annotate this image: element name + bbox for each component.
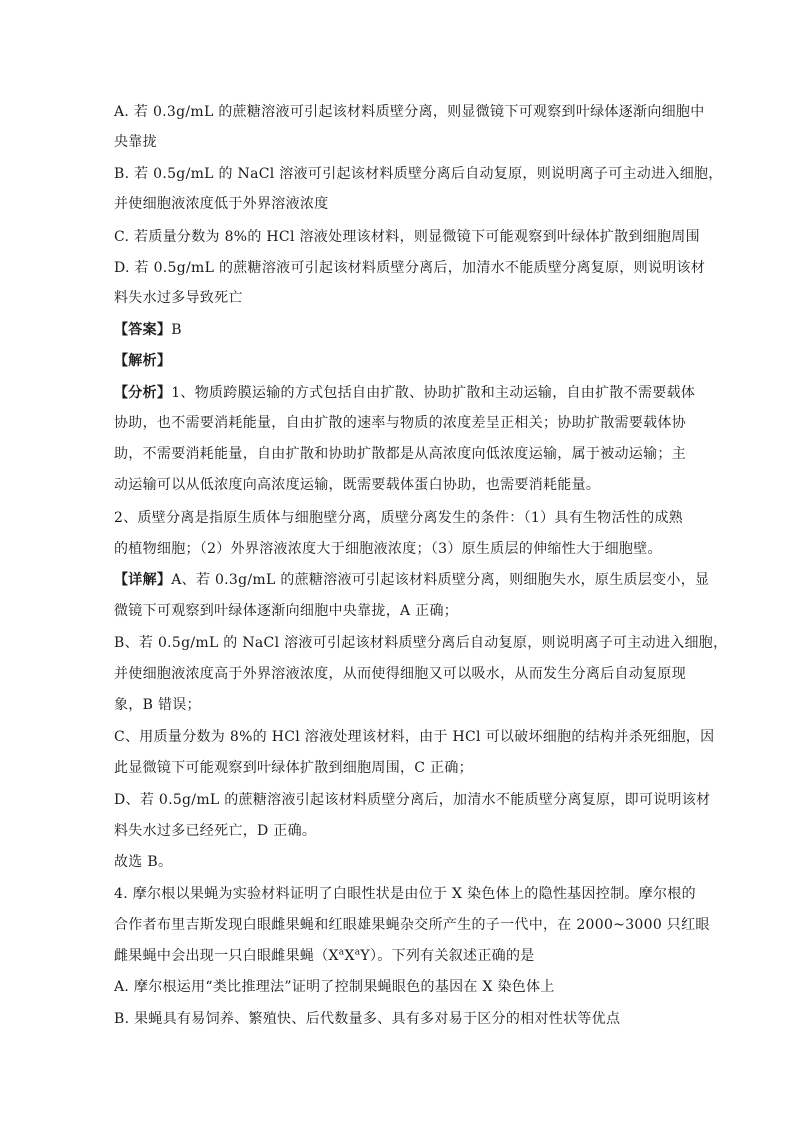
xiangjie-b-line-1: B、若 0.5g/mL 的 NaCl 溶液可引起该材料质壁分离后自动复原，则说明离子可主动进入细胞， xyxy=(114,635,728,651)
option-a-line-2: 央靠拢 xyxy=(114,134,157,150)
fenxi-line-3: 助，不需要消耗能量，自由扩散和协助扩散都是从高浓度向低浓度运输，属于被动运输；主 xyxy=(114,446,686,462)
genotype-sup-2: a xyxy=(354,947,361,958)
conclusion-line: 故选 B。 xyxy=(114,854,173,870)
xiangjie-a-text-1: A、若 0.3g/mL 的蔗糖溶液可引起该材料质壁分离，则细胞失水，原生质层变小，显 xyxy=(171,572,710,588)
q4-option-a: A. 摩尔根运用“类比推理法”证明了控制果蝇眼色的基因在 X 染色体上 xyxy=(114,979,555,995)
point2-line-1: 2、质壁分离是指原生质体与细胞壁分离，质壁分离发生的条件：（1）具有生物活性的成熟 xyxy=(114,510,684,526)
analysis-heading xyxy=(114,351,171,371)
xiangjie-d-line-1: D、若 0.5g/mL 的蔗糖溶液引起该材料质壁分离后，加清水不能质壁分离复原，即可说明该材 xyxy=(114,792,711,808)
genotype-mid: X xyxy=(344,948,355,964)
q4-stem-line-2: 合作者布里吉斯发现白眼雌果蝇和红眼雄果蝇杂交所产生的子一代中，在 2000~3000 只红眼 xyxy=(114,917,710,933)
xiangjie-b-line-3: 象，B 错误； xyxy=(114,697,201,713)
fenxi-line-1 xyxy=(114,383,695,403)
option-c-line-1: C. 若质量分数为 8%的 HCl 溶液处理该材料，则显微镜下可能观察到叶绿体扩散到细胞周围 xyxy=(114,229,700,245)
point2-line-2: 的植物细胞；（2）外界溶液浓度大于细胞液浓度；（3）原生质层的伸缩性大于细胞壁。 xyxy=(114,541,662,557)
xiangjie-c-line-1: C、用质量分数为 8%的 HCl 溶液处理该材料，由于 HCl 可以破坏细胞的结构并杀死细胞，因 xyxy=(114,729,715,745)
xiangjie-label: 【详解】 xyxy=(114,572,172,588)
option-b-line-1: B. 若 0.5g/mL 的 NaCl 溶液可引起该材料质壁分离后自动复原，则说明离子可主动进入细胞， xyxy=(114,166,723,182)
option-d-line-1: D. 若 0.5g/mL 的蔗糖溶液可引起该材料质壁分离后，加清水不能质壁分离复原，则说明该材 xyxy=(114,260,706,276)
option-a-line-1: A. 若 0.3g/mL 的蔗糖溶液可引起该材料质壁分离，则显微镜下可观察到叶绿体逐渐向细胞中 xyxy=(114,104,705,120)
xiangjie-line-1 xyxy=(114,570,709,590)
q4-stem-line-3 xyxy=(114,946,535,966)
fenxi-label: 【分析】 xyxy=(114,385,172,401)
q4-stem-line-3-pre: 雌果蝇中会出现一只白眼雌果蝇（X xyxy=(114,948,339,964)
xiangjie-c-line-2: 此显微镜下可能观察到叶绿体扩散到细胞周围，C 正确； xyxy=(114,760,473,776)
xiangjie-b-line-2: 并使细胞液浓度高于外界溶液浓度，从而使得细胞又可以吸水，从而发生分离后自动复原现 xyxy=(114,666,686,682)
q4-stem-line-3-post: Y）。下列有关叙述正确的是 xyxy=(360,948,535,964)
q4-option-b: B. 果蝇具有易饲养、繁殖快、后代数量多、具有多对易于区分的相对性状等优点 xyxy=(114,1011,621,1027)
xiangjie-a-line-2: 微镜下可观察到叶绿体逐渐向细胞中央靠拢，A 正确； xyxy=(114,603,459,619)
xiangjie-d-line-2: 料失水过多已经死亡，D 正确。 xyxy=(114,823,317,839)
fenxi-line-4: 动运输可以从低浓度向高浓度运输，既需要载体蛋白协助，也需要消耗能量。 xyxy=(114,477,601,493)
answer-label: 【答案】 xyxy=(114,322,172,338)
answer-value: B xyxy=(171,322,182,338)
fenxi-line-2: 协助，也不需要消耗能量，自由扩散的速率与物质的浓度差呈正相关；协助扩散需要载体协 xyxy=(114,415,686,431)
genotype-sup-1: a xyxy=(338,947,345,958)
option-b-line-2: 并使细胞液浓度低于外界溶液浓度 xyxy=(114,196,329,212)
option-d-line-2: 料失水过多导致死亡 xyxy=(114,290,243,306)
answer-line xyxy=(114,320,182,340)
q4-stem-line-1: 4. 摩尔根以果蝇为实验材料证明了白眼性状是由位于 X 染色体上的隐性基因控制。摩尔根的 xyxy=(114,886,696,902)
analysis-heading-label: 【解析】 xyxy=(114,353,172,369)
fenxi-text-1: 1、物质跨膜运输的方式包括自由扩散、协助扩散和主动运输，自由扩散不需要载体 xyxy=(171,385,696,401)
